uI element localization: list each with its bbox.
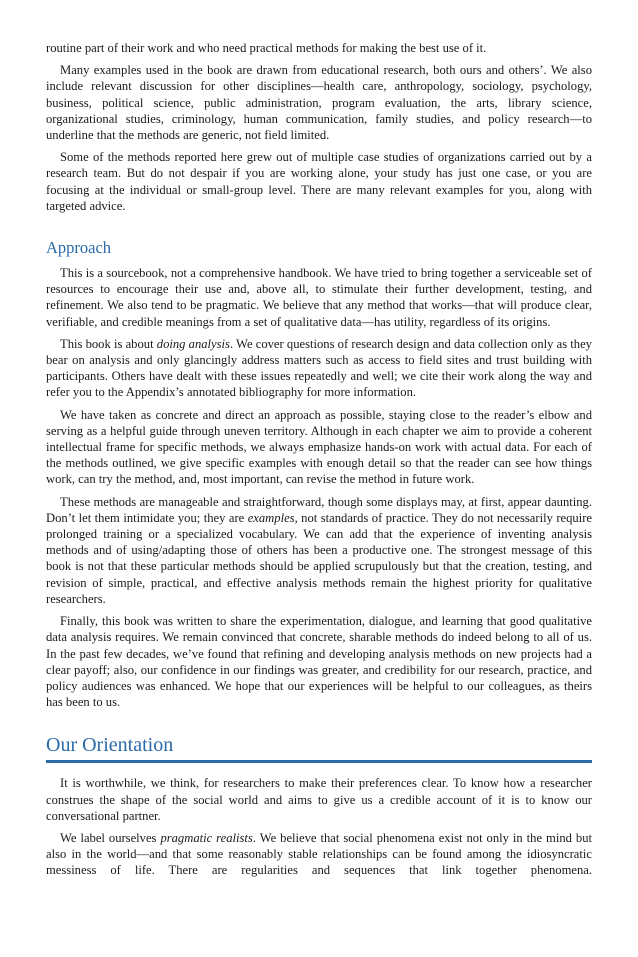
paragraph: It is worthwhile, we think, for researchers to make their preferences clear. To know how a researcher construes the shape of the social world and aims to give us a credible account of it is to know our conversational partner.: [46, 776, 592, 823]
text-run: , not standards of practice. They do not necessarily require prolonged training or a specialized vocabulary. We can add that the experience of inventing analysis methods and of using/adapting those of others has been a productive one. The strongest message of this book is not that these particular methods should be applied scrupulously but that the creation, testing, and revision of simple, practical, and effective analysis methods remain the highest priority for qualitative researchers.: [46, 510, 592, 606]
section-heading-orientation: Our Orientation: [46, 734, 174, 757]
emphasis-text: doing analysis: [156, 336, 230, 351]
text-run: This book is about: [60, 336, 157, 351]
text-run: We label ourselves: [60, 830, 161, 845]
text-run: . We believe that social phenomena exist not only in the mind but also in the world—and that some reasonably stable relationships can be found among the idiosyncratic messiness of life. There are regularities and sequences that link together phenomena.: [46, 830, 592, 878]
emphasis-text: examples: [247, 510, 295, 525]
paragraph: Finally, this book was written to share the experimentation, dialogue, and learning that good qualitative data analysis requires. We remain convinced that concrete, sharable methods do indeed belong to all of us. In the past few decades, we’ve found that refining and developing analysis methods on new projects had a clear payoff; also, our confidence in our findings was greater, and credibility for our research, practice, and policy audiences was enhanced. We hope that our experiences will be helpful to our colleagues, as theirs has been to us.: [46, 614, 592, 710]
document-page: [46, 40, 592, 879]
paragraph: This is a sourcebook, not a comprehensive handbook. We have tried to bring together a serviceable set of resources to encourage their use and, above all, to stimulate their further development, testing, and refinement. We also tend to be pragmatic. We believe that any method that works—that will produce clear, verifiable, and credible meanings from a set of qualitative data—has utility, regardless of its origins.: [46, 266, 592, 329]
text-run: . We cover questions of research design and data collection only as they bear on analysis and only glancingly address matters such as access to field sites and trust building with participants. Others have dealt with these issues repeatedly and well; we cite their work along the way and refer you to the Appendix’s annotated bibliography for more information.: [46, 336, 592, 400]
text-run: These methods are manageable and straightforward, though some displays may, at first, appear daunting. Don’t let them intimidate you; they are: [46, 494, 592, 525]
paragraph: routine part of their work and who need practical methods for making the best use of it.: [46, 41, 487, 55]
paragraph: We have taken as concrete and direct an approach as possible, staying close to the reader’s elbow and serving as a helpful guide through uneven territory. Although in each chapter we aim to provide a coherent intellectual frame for specific methods, we always emphasize hands-on work with actual data. For each of the methods outlined, we give specific examples with enough detail so that the reader can see how things work, can try the method, and, most important, can revise the method in future work.: [46, 407, 592, 487]
emphasis-text: pragmatic realists: [160, 830, 253, 845]
section-heading-approach: Approach: [46, 238, 112, 258]
heading-rule: [46, 760, 592, 763]
paragraph: [46, 494, 592, 607]
paragraph: Many examples used in the book are drawn from educational research, both ours and others’. We also include relevant discussion for other disciplines—health care, anthropology, sociology, psychology, business, political science, public administration, program evaluation, the arts, library science, organizational studies, criminology, human communication, family studies, and policy research—to underline that the methods are generic, not field limited.: [46, 63, 592, 143]
paragraph: [46, 336, 592, 401]
paragraph: Some of the methods reported here grew out of multiple case studies of organizations carried out by a research team. But do not despair if you are working alone, your study has just one case, or you are focusing at the individual or small-group level. There are many relevant examples for you, along with targeted advice.: [46, 150, 592, 213]
paragraph: [46, 830, 592, 879]
